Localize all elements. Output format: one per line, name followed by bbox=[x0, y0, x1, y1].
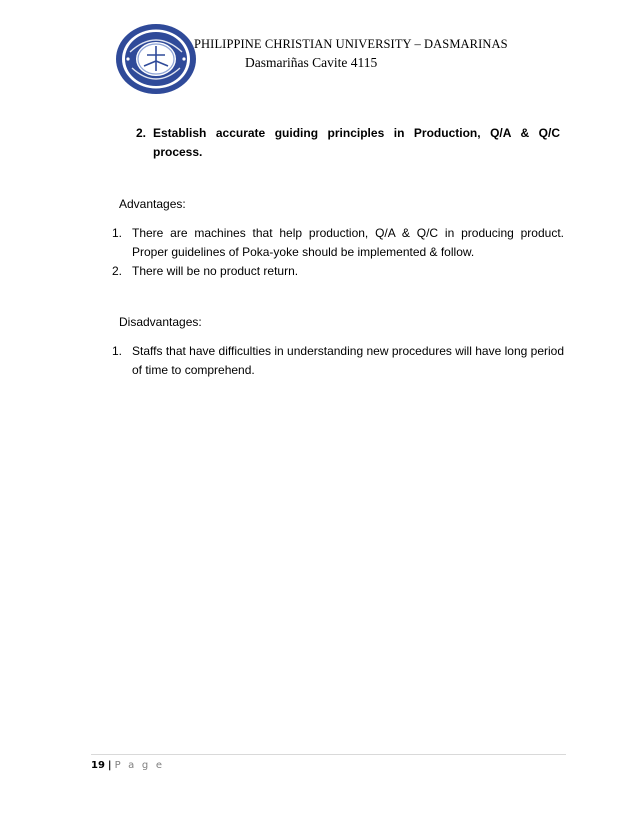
advantages-list bbox=[112, 224, 564, 281]
page-header bbox=[0, 0, 638, 100]
list-item-number: 2. bbox=[112, 264, 123, 278]
list-item-text: There are machines that help production, Q/A & Q/C in producing product. Proper guidelines of Poka-yoke should be implemented & follow. bbox=[132, 226, 564, 259]
disadvantages-list bbox=[112, 342, 564, 380]
advantages-title: Advantages: bbox=[119, 197, 186, 211]
university-seal-logo bbox=[114, 22, 198, 96]
list-item bbox=[112, 224, 564, 262]
list-item bbox=[112, 342, 564, 380]
footer-separator: | bbox=[107, 760, 112, 771]
list-item-number: 1. bbox=[112, 226, 123, 240]
list-item-text: Staffs that have difficulties in understanding new procedures will have long period of time to comprehend. bbox=[132, 344, 564, 377]
heading-item-text: Establish accurate guiding principles in Production, Q/A & Q/C process. bbox=[153, 126, 560, 159]
university-address: Dasmariñas Cavite 4115 bbox=[245, 55, 378, 70]
list-item bbox=[112, 262, 564, 281]
page-footer bbox=[91, 760, 164, 771]
disadvantages-title: Disadvantages: bbox=[119, 315, 202, 329]
page-label: P a g e bbox=[114, 760, 165, 771]
numbered-heading-item bbox=[130, 124, 560, 162]
page-number: 19 bbox=[91, 760, 105, 771]
list-item-number: 1. bbox=[112, 344, 123, 358]
heading-item-number: 2. bbox=[136, 126, 147, 140]
university-name: PHILIPPINE CHRISTIAN UNIVERSITY – DASMARINAS bbox=[194, 37, 508, 51]
list-item-text: There will be no product return. bbox=[132, 264, 299, 278]
footer-divider bbox=[91, 754, 566, 755]
